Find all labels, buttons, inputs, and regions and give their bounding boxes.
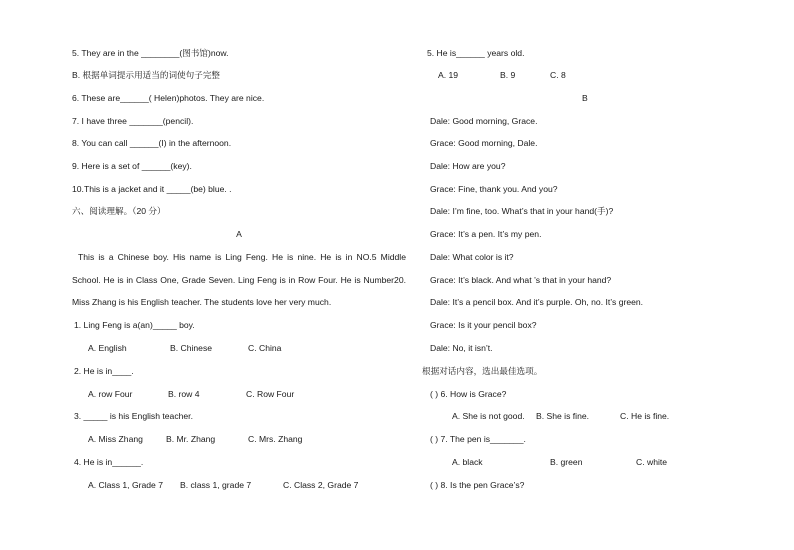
option-b: B. Mr. Zhang [166, 434, 216, 444]
dialogue-line: Dale: What color is it? [430, 252, 514, 262]
passage-a-text [72, 246, 406, 314]
dialogue-line: Dale: I’m fine, too. What’s that in your hand(手)? [430, 206, 614, 216]
section-b-heading: B. 根据单词提示用适当的词使句子完整 [72, 70, 221, 80]
passage-b-title: B [582, 93, 588, 103]
question-8-fill: 8. You can call ______(I) in the afternoon. [72, 138, 232, 148]
option-b: B. She is fine. [536, 411, 590, 421]
option-a: A. Class 1, Grade 7 [88, 480, 163, 490]
question-9-fill: 9. Here is a set of ______(key). [72, 161, 192, 171]
option-a: A. 19 [438, 70, 459, 80]
option-b: B. Chinese [170, 343, 213, 353]
option-a: A. black [452, 457, 483, 467]
reading-question-3: 3. _____ is his English teacher. [74, 411, 193, 421]
dialogue-line: Dale: How are you? [430, 161, 506, 171]
question-10-fill: 10.This is a jacket and it _____(be) blue. . [72, 184, 232, 194]
option-a: A. Miss Zhang [88, 434, 143, 444]
dialogue-line: Dale: It’s a pencil box. And it’s purple. Oh, no. It’s green. [430, 297, 644, 307]
option-b: B. row 4 [168, 389, 200, 399]
option-c: C. 8 [550, 70, 566, 80]
option-b: B. green [550, 457, 583, 467]
option-c: C. white [636, 457, 668, 467]
option-c: C. He is fine. [620, 411, 670, 421]
option-c: C. Row Four [246, 389, 295, 399]
option-c: C. China [248, 343, 282, 353]
question-7-fill: 7. I have three _______(pencil). [72, 116, 194, 126]
option-a: A. She is not good. [452, 411, 525, 421]
dialogue-line: Grace: It’s black. And what ’s that in your hand? [430, 275, 612, 285]
dialogue-question-6: ( ) 6. How is Grace? [430, 389, 507, 399]
passage-a-paragraph: This is a Chinese boy. His name is Ling Feng. He is nine. He is in NO.5 Middle School. He is in Class One, Grade Seven. Ling Feng is in Row Four. He is Number20. Miss Zhang is his English teacher. The students love her very much. [72, 252, 406, 308]
dialogue-question-7: ( ) 7. The pen is_______. [430, 434, 526, 444]
reading-question-4: 4. He is in______. [74, 457, 144, 467]
option-a: A. English [88, 343, 127, 353]
dialogue-question-8: ( ) 8. Is the pen Grace’s? [430, 480, 525, 490]
question-5-fill: 5. They are in the ________(图书馆)now. [72, 48, 229, 58]
dialogue-line: Dale: Good morning, Grace. [430, 116, 538, 126]
question-6-fill: 6. These are______( Helen)photos. They are nice. [72, 93, 265, 103]
dialogue-line: Grace: Fine, thank you. And you? [430, 184, 558, 194]
reading-question-1: 1. Ling Feng is a(an)_____ boy. [74, 320, 195, 330]
option-b: B. class 1, grade 7 [180, 480, 252, 490]
option-c: C. Class 2, Grade 7 [283, 480, 359, 490]
section-6-heading: 六、阅读理解。（20 分） [72, 206, 166, 216]
reading-question-2: 2. He is in____. [74, 366, 134, 376]
passage-a-title: A [236, 229, 242, 239]
dialogue-line: Grace: Good morning, Dale. [430, 138, 538, 148]
dialogue-line: Dale: No, it isn’t. [430, 343, 493, 353]
dialogue-line: Grace: Is it your pencil box? [430, 320, 537, 330]
dialogue-instruction: 根据对话内容，选出最佳选项。 [422, 366, 543, 376]
reading-question-5: 5. He is______ years old. [427, 48, 525, 58]
option-b: B. 9 [500, 70, 516, 80]
option-c: C. Mrs. Zhang [248, 434, 303, 444]
option-a: A. row Four [88, 389, 133, 399]
dialogue-line: Grace: It’s a pen. It’s my pen. [430, 229, 542, 239]
